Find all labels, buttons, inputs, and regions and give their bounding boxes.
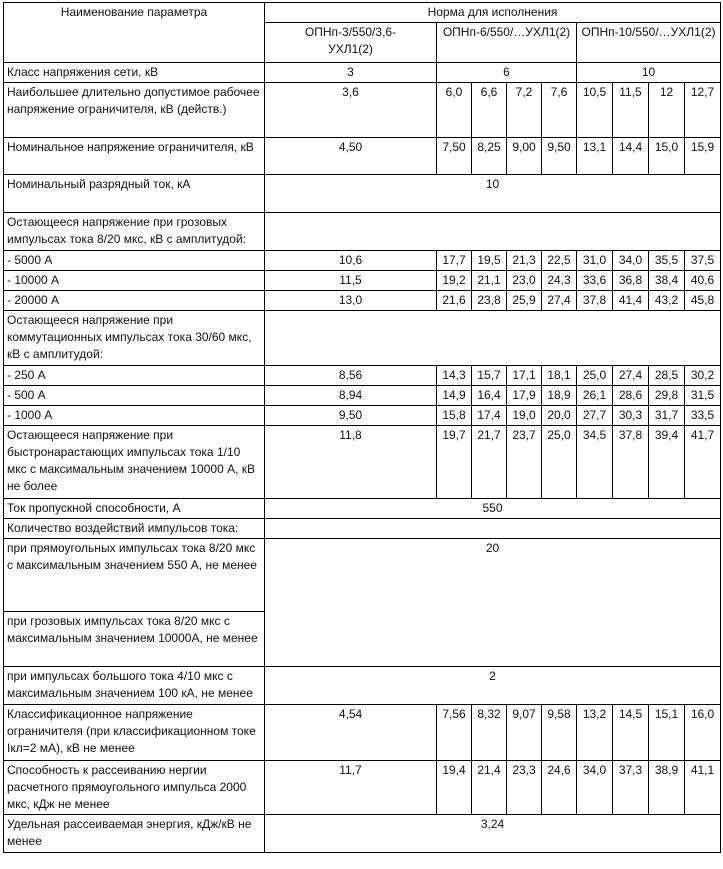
cell: 11,5 [265,271,437,291]
cell: 21,4 [472,761,507,815]
cell: 9,58 [542,705,577,761]
row-label: - 20000 А [4,291,265,311]
header-row-1 [4,3,721,23]
cell: 8,25 [472,138,507,175]
cell: 19,5 [472,251,507,271]
cell: 23,7 [507,426,542,499]
cell: 27,7 [577,406,613,426]
row-label: при грозовых импульсах тока 8/20 мкс с максимальным значением 10000А, не менее [4,612,265,667]
table-row [4,175,721,213]
cell: 21,7 [472,426,507,499]
table-row [4,366,721,386]
cell: 19,2 [437,271,472,291]
cell: 14,9 [437,386,472,406]
cell: 28,5 [649,366,685,386]
cell: 34,0 [577,761,613,815]
cell: 21,1 [472,271,507,291]
cell: 34,5 [577,426,613,499]
table-row [4,213,721,251]
cell: 10,6 [265,251,437,271]
cell: 8,32 [472,705,507,761]
table-row [4,251,721,271]
cell: 9,07 [507,705,542,761]
cell: 16,0 [685,705,721,761]
cell: 16,4 [472,386,507,406]
cell: 9,50 [265,406,437,426]
cell: 25,0 [542,426,577,499]
row-label: - 250 А [4,366,265,386]
cell: 29,8 [649,386,685,406]
cell: 17,7 [437,251,472,271]
cell: 17,4 [472,406,507,426]
cell: 27,4 [542,291,577,311]
cell: 36,8 [613,271,649,291]
table-row [4,761,721,815]
cell: 38,9 [649,761,685,815]
parameters-table [3,2,721,853]
cell: 17,9 [507,386,542,406]
table-row [4,138,721,175]
row-label: - 5000 А [4,251,265,271]
cell: 19,7 [437,426,472,499]
row-label: Классификационное напряжение ограничителя (при классификационном токе Iкл=2 мА), кВ не менее [4,705,265,761]
cell: 4,54 [265,705,437,761]
param-column-header: Наименование параметра [4,3,265,63]
cell: 19,4 [437,761,472,815]
cell: 14,4 [613,138,649,175]
table-row [4,386,721,406]
row-label: Остающееся напряжение при быстронарастающих импульсах тока 1/10 мкс с максимальным значением 10000 А, кВ не более [4,426,265,499]
variant-6-header: ОПНп-6/550/…УХЛ1(2) [437,23,577,63]
cell: 550 [265,499,721,519]
row-label: Класс напряжения сети, кВ [4,63,265,83]
cell: 24,6 [542,761,577,815]
cell: 7,56 [437,705,472,761]
cell: 15,7 [472,366,507,386]
cell: 24,3 [542,271,577,291]
cell: 6 [437,63,577,83]
row-label: при прямоугольных импульсах тока 8/20 мкс с максимальным значением 550 А, не менее [4,539,265,612]
cell: 33,6 [577,271,613,291]
cell: 39,4 [649,426,685,499]
cell: 3,24 [265,815,721,853]
cell: 18,9 [542,386,577,406]
cell: 31,7 [649,406,685,426]
cell: 30,2 [685,366,721,386]
table-row [4,519,721,539]
cell: 20 [265,539,721,667]
cell: 45,8 [685,291,721,311]
cell: 7,2 [507,83,542,138]
cell: 41,4 [613,291,649,311]
table-row [4,311,721,366]
cell: 3,6 [265,83,437,138]
cell: 35,5 [649,251,685,271]
cell: 12 [649,83,685,138]
cell: 30,3 [613,406,649,426]
cell: 34,0 [613,251,649,271]
variant-10-header: ОПНп-10/550/…УХЛ1(2) [577,23,721,63]
cell: 13,1 [577,138,613,175]
cell: 13,2 [577,705,613,761]
table-row [4,63,721,83]
cell: 43,2 [649,291,685,311]
cell: 11,8 [265,426,437,499]
row-label: Удельная рассеиваемая энергия, кДж/кВ не менее [4,815,265,853]
variant-3-header: ОПНп-3/550/3,6-УХЛ1(2) [265,23,437,63]
cell: 12,7 [685,83,721,138]
cell: 8,94 [265,386,437,406]
cell: 23,0 [507,271,542,291]
row-label: Номинальный разрядный ток, кА [4,175,265,213]
cell: 23,8 [472,291,507,311]
cell: 14,5 [613,705,649,761]
cell: 10 [265,175,721,213]
cell: 37,5 [685,251,721,271]
cell: 33,5 [685,406,721,426]
row-label: Остающееся напряжение при коммутационных импульсах тока 30/60 мкс, кВ с амплитудой: [4,311,265,366]
cell: 14,3 [437,366,472,386]
cell: 28,6 [613,386,649,406]
table-row [4,271,721,291]
table-row [4,705,721,761]
cell: 11,5 [613,83,649,138]
cell: 41,1 [685,761,721,815]
cell: 41,7 [685,426,721,499]
cell: 22,5 [542,251,577,271]
empty-cell [265,519,721,539]
cell: 2 [265,667,721,705]
cell: 7,50 [437,138,472,175]
cell: 21,6 [437,291,472,311]
cell: 10 [577,63,721,83]
cell: 18,1 [542,366,577,386]
cell: 15,0 [649,138,685,175]
cell: 37,3 [613,761,649,815]
cell: 6,6 [472,83,507,138]
row-label: при импульсах большого тока 4/10 мкс с максимальным значением 100 кА, не менее [4,667,265,705]
row-label: - 1000 А [4,406,265,426]
cell: 17,1 [507,366,542,386]
cell: 9,00 [507,138,542,175]
row-label: Количество воздействий импульсов тока: [4,519,265,539]
cell: 23,3 [507,761,542,815]
empty-cell [265,311,721,366]
row-label: Способность к рассеиванию нергии расчетного прямоугольного импульса 2000 мкс, кДж не менее [4,761,265,815]
cell: 26,1 [577,386,613,406]
row-label: - 500 А [4,386,265,406]
cell: 37,8 [613,426,649,499]
table-row [4,83,721,138]
cell: 31,0 [577,251,613,271]
cell: 27,4 [613,366,649,386]
norm-column-header: Норма для исполнения [265,3,721,23]
cell: 20,0 [542,406,577,426]
cell: 15,9 [685,138,721,175]
cell: 21,3 [507,251,542,271]
row-label: Остающееся напряжение при грозовых импульсах тока 8/20 мкс, кВ с амплитудой: [4,213,265,251]
cell: 13,0 [265,291,437,311]
row-label: Ток пропускной способности, А [4,499,265,519]
table-row [4,426,721,499]
cell: 38,4 [649,271,685,291]
table-row [4,406,721,426]
cell: 8,56 [265,366,437,386]
table-row [4,539,721,612]
cell: 10,5 [577,83,613,138]
table-row [4,499,721,519]
row-label: Номинальное напряжение ограничителя, кВ [4,138,265,175]
cell: 40,6 [685,271,721,291]
cell: 4,50 [265,138,437,175]
cell: 3 [265,63,437,83]
row-label: - 10000 А [4,271,265,291]
cell: 9,50 [542,138,577,175]
table-row [4,815,721,853]
table-row [4,667,721,705]
table-row [4,291,721,311]
cell: 31,5 [685,386,721,406]
cell: 37,8 [577,291,613,311]
cell: 15,8 [437,406,472,426]
row-label: Наибольшее длительно допустимое рабочее напряжение ограничителя, кВ (действ.) [4,83,265,138]
cell: 25,9 [507,291,542,311]
cell: 7,6 [542,83,577,138]
empty-cell [265,213,721,251]
cell: 15,1 [649,705,685,761]
cell: 19,0 [507,406,542,426]
cell: 11,7 [265,761,437,815]
cell: 25,0 [577,366,613,386]
cell: 6,0 [437,83,472,138]
